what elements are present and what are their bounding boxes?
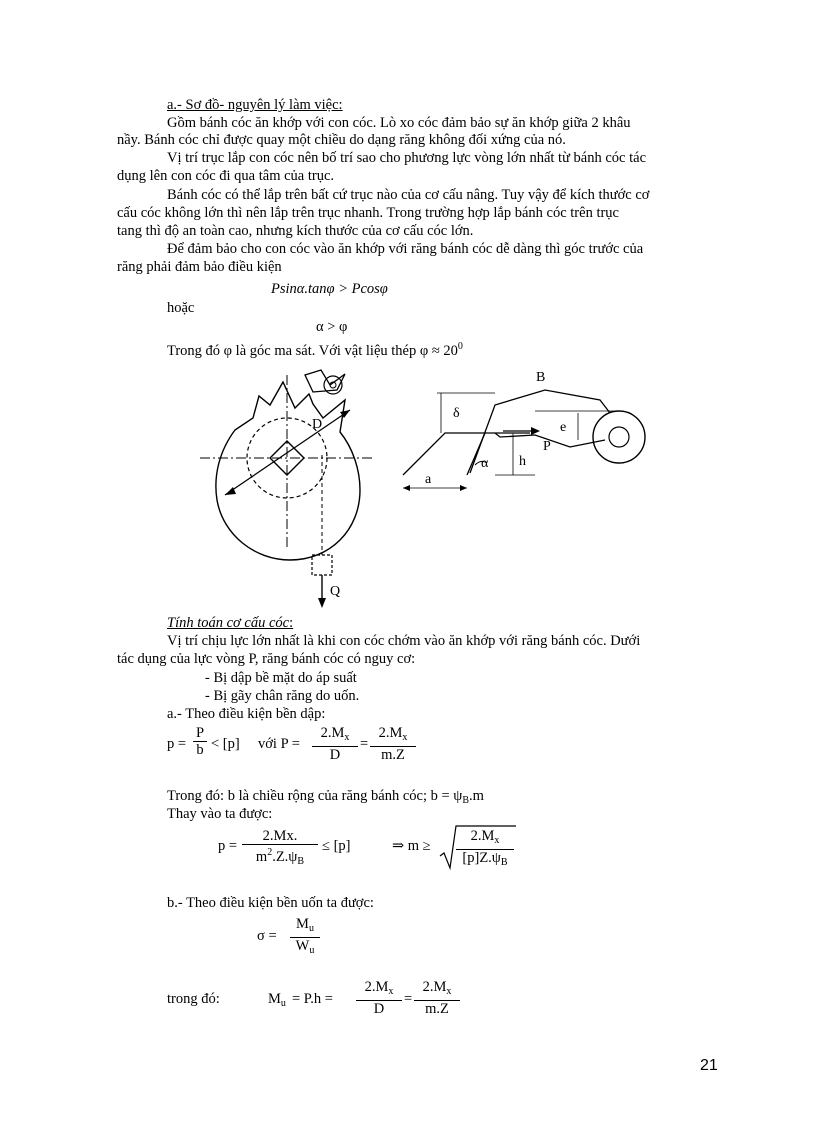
formula-text: = (360, 736, 369, 752)
fraction: $2.M_x$ m.Z (414, 979, 460, 1017)
label-P: P (543, 439, 551, 454)
paragraph-line: nầy. Bánh cóc chỉ được quay một chiều do dạng răng không đối xứng của nó. (117, 132, 566, 148)
label-h: h (519, 454, 526, 469)
subsection-heading: a.- Theo điều kiện bền dập: (167, 706, 326, 722)
list-item: - Bị dập bề mặt do áp suất (205, 670, 357, 686)
pawl-tooth-diagram (395, 365, 665, 500)
paragraph-line: Trong đó φ là góc ma sát. Với vật liệu thép $\varphi \approx 20^0$ (167, 341, 463, 359)
page-number: 21 (700, 1057, 718, 1074)
equation-angle: α > φ (316, 319, 348, 335)
paragraph-line: Thay vào ta được: (167, 806, 273, 822)
paragraph-line: cấu cóc không lớn thì nên lắp trên trục nhanh. Trong trường hợp lắp bánh cóc trên trục (117, 205, 619, 221)
paragraph-line: Để đảm bảo cho con cóc vào ăn khớp với răng bánh cóc dễ dàng thì góc trước của (167, 241, 644, 257)
paragraph-line: Vị trí trục lắp con cóc nên bố trí sao cho phương lực vòng lớn nhất từ bánh cóc tác (167, 150, 647, 166)
paragraph-line: hoặc (167, 300, 195, 316)
paragraph-line: răng phải đảm bảo điều kiện (117, 259, 282, 275)
paragraph-line: Bánh cóc có thể lắp trên bất cứ trục nào của cơ cấu nâng. Tuy vậy để kích thước cơ (167, 187, 650, 203)
label-B: B (536, 370, 546, 385)
paragraph-line: Gồm bánh cóc ăn khớp với con cóc. Lò xo cóc đảm bảo sự ăn khớp giữa 2 khâu (167, 115, 631, 131)
ratchet-wheel-diagram (195, 360, 385, 610)
calc-heading: Tính toán cơ cấu cóc: (167, 615, 294, 631)
fraction: $M_u$ $W_u$ (290, 916, 320, 959)
fraction: 2.Mx. $m^2.Z.\psi_B$ (242, 828, 318, 870)
paragraph-line: Vị trí chịu lực lớn nhất là khi con cóc chớm vào ăn khớp với răng bánh cóc. Dưới (167, 633, 641, 649)
formula-text: với P = (258, 736, 300, 752)
label-Q: Q (330, 584, 341, 599)
formula-text: p = (218, 838, 238, 854)
subsection-heading: b.- Theo điều kiện bền uốn ta được: (167, 895, 374, 911)
paragraph-line: dụng lên con cóc đi qua tâm của trục. (117, 168, 335, 184)
formula-text: = (404, 991, 413, 1007)
label-D: D (312, 417, 323, 432)
label-delta: δ (453, 406, 460, 421)
label-e: e (560, 420, 567, 435)
formula-text: σ = (257, 928, 277, 944)
formula-text: ≤ [p] (322, 838, 351, 854)
formula-text: < [p] (211, 736, 240, 752)
formula-text: $M_u$ (268, 991, 286, 1009)
fraction: $2.M_x$ m.Z (370, 725, 416, 763)
formula-text: = P.h = (292, 991, 333, 1007)
formula-text: ⇒ m ≥ (392, 838, 431, 854)
fraction: $2.M_x$ $[p]Z.\psi_B$ (456, 828, 514, 871)
paragraph-line: trong đó: (167, 991, 220, 1007)
list-item: - Bị gãy chân răng do uốn. (205, 688, 360, 704)
fraction: P b (193, 725, 207, 758)
formula-text: p = (167, 736, 187, 752)
paragraph-line: Trong đó: b là chiều rộng của răng bánh cóc; $b = \psi_B.m$ (167, 788, 484, 806)
fraction: $2.M_x$ D (356, 979, 402, 1017)
label-a: a (425, 472, 432, 487)
section-heading: a.- Sơ đồ- nguyên lý làm việc: (167, 97, 343, 113)
paragraph-line: tang thì độ an toàn cao, nhưng kích thước của cơ cấu cóc lớn. (117, 223, 474, 239)
label-alpha: α (481, 456, 489, 471)
fraction: $2.M_x$ D (312, 725, 358, 763)
paragraph-line: tác dụng của lực vòng P, răng bánh cóc có nguy cơ: (117, 651, 416, 667)
equation-friction: Psinα.tanφ > Pcosφ (271, 281, 388, 297)
